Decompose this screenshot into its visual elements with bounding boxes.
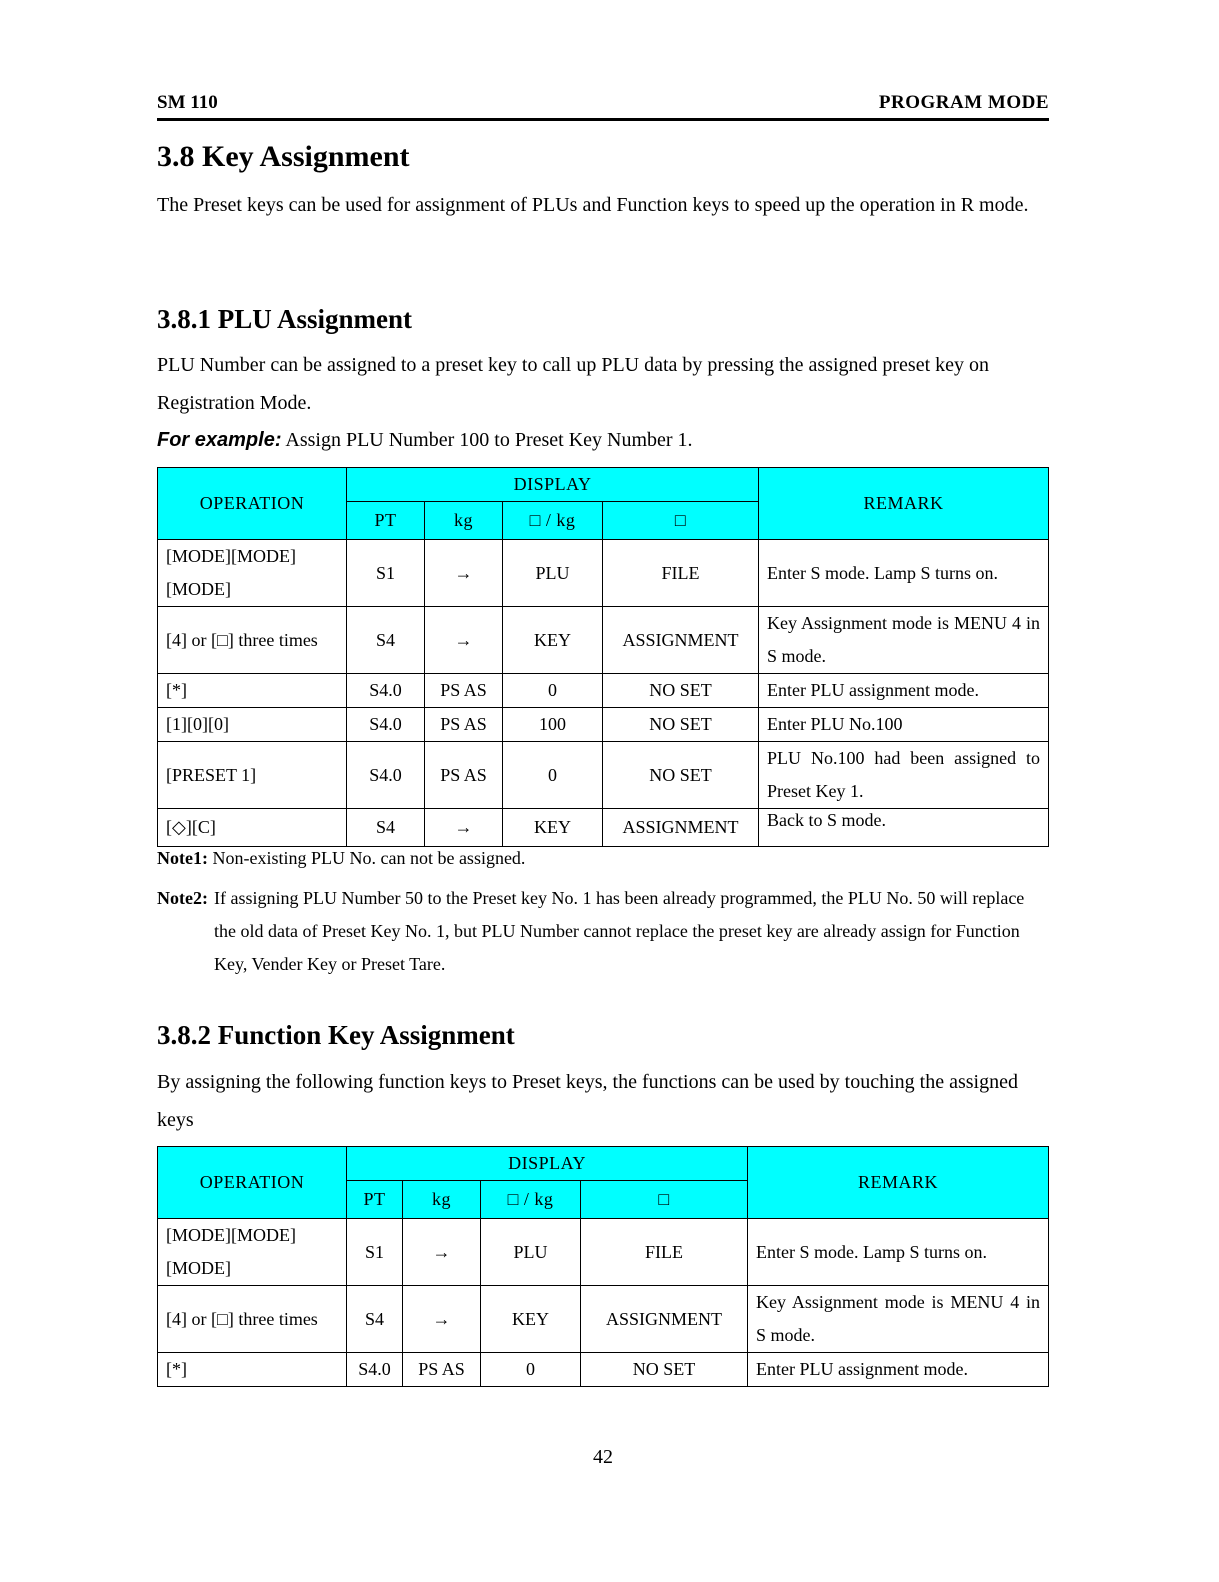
pt-cell: S4.0 <box>347 708 425 742</box>
operation-cell: [4] or [□] three times <box>158 1286 347 1353</box>
col-header-pt: PT <box>347 1181 403 1219</box>
col-header-total: □ <box>581 1181 748 1219</box>
col-header-pt: PT <box>347 502 425 540</box>
table-row <box>158 1219 1049 1286</box>
kg-cell: → <box>403 1219 481 1286</box>
kg-cell: PS AS <box>425 742 503 809</box>
remark-cell: Enter PLU No.100 <box>759 708 1049 742</box>
remark-cell: Key Assignment mode is MENU 4 in S mode. <box>759 607 1049 674</box>
total-cell: NO SET <box>603 674 759 708</box>
total-cell: ASSIGNMENT <box>581 1286 748 1353</box>
table-row <box>158 674 1049 708</box>
example-text: Assign PLU Number 100 to Preset Key Number 1. <box>281 429 693 451</box>
total-cell: FILE <box>581 1219 748 1286</box>
section-title-plu-assignment: 3.8.1 PLU Assignment <box>157 304 413 334</box>
section-title-function-key-assignment: 3.8.2 Function Key Assignment <box>157 1020 515 1050</box>
col-header-operation: OPERATION <box>158 1147 347 1219</box>
pt-cell: S4 <box>347 1286 403 1353</box>
operation-cell: [1][0][0] <box>158 708 347 742</box>
section-intro-paragraph: The Preset keys can be used for assignment of PLUs and Function keys to speed up the operation in R mode. <box>157 194 1029 216</box>
col-header-operation: OPERATION <box>158 468 347 540</box>
per-kg-cell: 0 <box>503 674 603 708</box>
operation-cell: [PRESET 1] <box>158 742 347 809</box>
per-kg-cell: PLU <box>503 540 603 607</box>
per-kg-cell: 0 <box>481 1353 581 1387</box>
pt-cell: S4.0 <box>347 674 425 708</box>
total-cell: FILE <box>603 540 759 607</box>
table-row <box>158 607 1049 674</box>
remark-cell: Enter S mode. Lamp S turns on. <box>748 1219 1049 1286</box>
plu-assignment-paragraph: PLU Number can be assigned to a preset key to call up PLU data by pressing the assigned preset key on Registration Mode. <box>157 354 990 414</box>
per-kg-cell: 0 <box>503 742 603 809</box>
total-cell: ASSIGNMENT <box>603 607 759 674</box>
kg-cell: PS AS <box>425 708 503 742</box>
kg-cell: → <box>425 809 503 847</box>
col-header-per-kg: □ / kg <box>503 502 603 540</box>
example-line <box>157 421 1049 459</box>
col-header-kg: kg <box>425 502 503 540</box>
note-2-text: If assigning PLU Number 50 to the Preset key No. 1 has been already programmed, the PLU No. 50 will replace the old data of Preset Key No. 1, but PLU Number cannot replace the preset key are already assign for Function Key, Vender Key or Preset Tare. <box>214 888 1025 974</box>
section-title-key-assignment: 3.8 Key Assignment <box>157 140 410 173</box>
per-kg-cell: KEY <box>503 809 603 847</box>
function-key-assignment-table <box>157 1146 1049 1387</box>
col-header-display: DISPLAY <box>347 1147 748 1181</box>
remark-cell: Enter PLU assignment mode. <box>759 674 1049 708</box>
note-2-label: Note2: <box>157 888 208 908</box>
pt-cell: S4.0 <box>347 1353 403 1387</box>
table-row <box>158 708 1049 742</box>
header-section: PROGRAM MODE <box>878 92 1049 113</box>
per-kg-cell: 100 <box>503 708 603 742</box>
pt-cell: S1 <box>347 540 425 607</box>
table-row <box>158 540 1049 607</box>
note-1-text: Non-existing PLU No. can not be assigned. <box>207 848 526 868</box>
operation-cell: [◇][C] <box>158 809 347 847</box>
remark-cell: Key Assignment mode is MENU 4 in S mode. <box>748 1286 1049 1353</box>
total-cell: NO SET <box>581 1353 748 1387</box>
col-header-total: □ <box>603 502 759 540</box>
note-2 <box>157 882 1049 981</box>
col-header-display: DISPLAY <box>347 468 759 502</box>
header-model: SM 110 <box>157 92 218 113</box>
note-2-block <box>157 882 1049 981</box>
table-row <box>158 809 1049 847</box>
table-row <box>158 742 1049 809</box>
operation-cell: [MODE][MODE] [MODE] <box>158 1219 347 1286</box>
kg-cell: → <box>425 540 503 607</box>
kg-cell: → <box>403 1286 481 1353</box>
col-header-kg: kg <box>403 1181 481 1219</box>
note-1-label: Note1: <box>157 848 208 868</box>
col-header-per-kg: □ / kg <box>481 1181 581 1219</box>
total-cell: ASSIGNMENT <box>603 809 759 847</box>
per-kg-cell: PLU <box>481 1219 581 1286</box>
pt-cell: S4.0 <box>347 742 425 809</box>
pt-cell: S4 <box>347 809 425 847</box>
col-header-remark: REMARK <box>759 468 1049 540</box>
operation-cell: [MODE][MODE] [MODE] <box>158 540 347 607</box>
note-1 <box>157 848 1049 869</box>
kg-cell: → <box>425 607 503 674</box>
kg-cell: PS AS <box>425 674 503 708</box>
remark-cell: Back to S mode. <box>759 809 1049 847</box>
pt-cell: S1 <box>347 1219 403 1286</box>
running-header <box>157 92 1049 121</box>
per-kg-cell: KEY <box>481 1286 581 1353</box>
remark-cell: Enter S mode. Lamp S turns on. <box>759 540 1049 607</box>
remark-cell: PLU No.100 had been assigned to Preset Key 1. <box>759 742 1049 809</box>
pt-cell: S4 <box>347 607 425 674</box>
operation-cell: [4] or [□] three times <box>158 607 347 674</box>
page-number: 42 <box>593 1446 613 1468</box>
example-label: For example: <box>157 429 282 451</box>
operation-cell: [*] <box>158 674 347 708</box>
total-cell: NO SET <box>603 742 759 809</box>
table-row <box>158 1353 1049 1387</box>
function-key-paragraph: By assigning the following function keys to Preset keys, the functions can be used by touching the assigned keys <box>157 1071 1018 1131</box>
plu-assignment-table <box>157 467 1049 847</box>
col-header-remark: REMARK <box>748 1147 1049 1219</box>
remark-cell: Enter PLU assignment mode. <box>748 1353 1049 1387</box>
per-kg-cell: KEY <box>503 607 603 674</box>
total-cell: NO SET <box>603 708 759 742</box>
table-row <box>158 1286 1049 1353</box>
operation-cell: [*] <box>158 1353 347 1387</box>
kg-cell: PS AS <box>403 1353 481 1387</box>
